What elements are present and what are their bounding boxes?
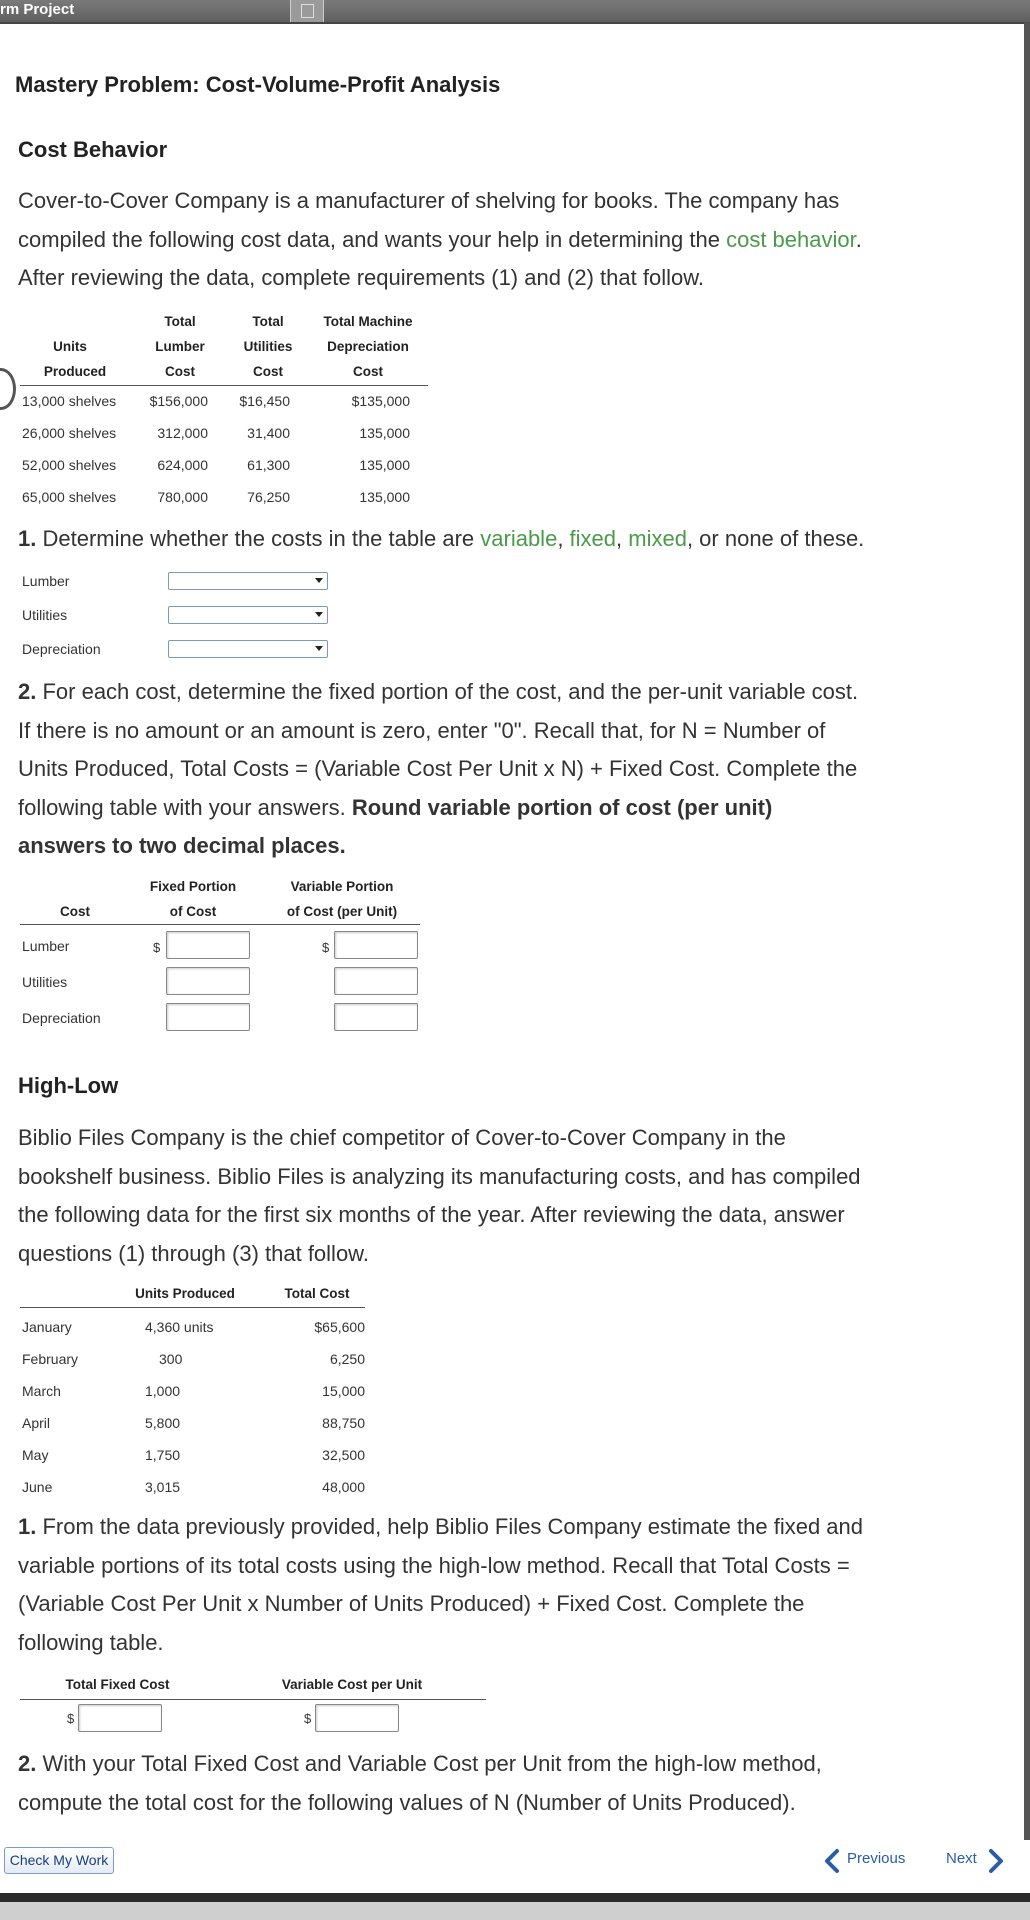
header-dep-2: Depreciation bbox=[327, 339, 409, 354]
cell-lumber: $156,000 bbox=[149, 393, 208, 409]
section-heading-cost-behavior: Cost Behavior bbox=[18, 137, 168, 162]
cell-depreciation: 135,000 bbox=[359, 457, 410, 473]
check-my-work-button[interactable]: Check My Work bbox=[4, 1847, 114, 1874]
header-util-3: Cost bbox=[253, 364, 283, 379]
intro-paragraph bbox=[18, 182, 1008, 298]
header-variable-cost-per-unit: Variable Cost per Unit bbox=[281, 1677, 423, 1692]
next-button[interactable]: Next bbox=[946, 1850, 977, 1867]
side-marker bbox=[0, 368, 16, 410]
cell-month: February bbox=[22, 1351, 79, 1367]
hlq1-line-3: (Variable Cost Per Unit x Number of Units Produced) + Fixed Cost. Complete the bbox=[18, 1591, 805, 1616]
utilities-variable-input[interactable] bbox=[334, 967, 418, 995]
cell-utilities: $16,450 bbox=[239, 393, 290, 409]
header-lumber-2: Lumber bbox=[155, 339, 205, 354]
intro-line-3: After reviewing the data, complete requirements (1) and (2) that follow. bbox=[18, 265, 705, 290]
cell-units: 13,000 shelves bbox=[22, 393, 117, 409]
hl-line-2: bookshelf business. Biblio Files is analyzing its manufacturing costs, and has compiled bbox=[18, 1163, 861, 1189]
chevron-down-icon bbox=[315, 646, 323, 651]
cell-month: May bbox=[22, 1447, 49, 1463]
cell-utilities: 76,250 bbox=[247, 489, 290, 505]
hlq1-text: From the data previously provided, help Biblio Files Company estimate the fixed and bbox=[36, 1514, 864, 1539]
header-fixed-1: Fixed Portion bbox=[149, 879, 237, 894]
cell-cost: 48,000 bbox=[322, 1479, 365, 1495]
cell-month: January bbox=[22, 1319, 72, 1335]
header-lumber-1: Total bbox=[164, 314, 196, 329]
chevron-down-icon bbox=[315, 578, 323, 583]
window-title: rm Project bbox=[0, 1, 75, 18]
cell-depreciation: 135,000 bbox=[359, 425, 410, 441]
utilities-behavior-select[interactable] bbox=[168, 606, 328, 624]
chevron-down-icon bbox=[315, 612, 323, 617]
header-fixed-2: of Cost bbox=[169, 904, 217, 919]
cell-cost: 32,500 bbox=[322, 1447, 365, 1463]
cell-depreciation: 135,000 bbox=[359, 489, 410, 505]
intro-text: compiled the following cost data, and wants your help in determining the bbox=[18, 226, 727, 252]
cost-behavior-link[interactable]: cost behavior bbox=[726, 226, 856, 252]
hl-line-3: the following data for the first six months of the year. After reviewing the data, answer bbox=[18, 1202, 845, 1227]
header-util-2: Utilities bbox=[243, 339, 293, 354]
hlq2-line-1 bbox=[18, 1745, 1008, 1784]
cell-utilities: 31,400 bbox=[247, 425, 290, 441]
currency-symbol: $ bbox=[322, 940, 330, 955]
hlq1-number: 1. bbox=[18, 1514, 37, 1539]
next-chevron-icon[interactable] bbox=[982, 1848, 1008, 1874]
fixed-link[interactable]: fixed bbox=[569, 526, 617, 551]
currency-symbol: $ bbox=[67, 1711, 75, 1726]
cell-lumber: 312,000 bbox=[157, 425, 208, 441]
cell-units: 65,000 shelves bbox=[22, 489, 117, 505]
bottom-divider bbox=[0, 1893, 1030, 1902]
q1-text-end: , or none of these. bbox=[686, 526, 865, 551]
window-title-bar bbox=[0, 0, 1030, 24]
cell-units: 300 bbox=[159, 1351, 183, 1367]
row-label-depreciation: Depreciation bbox=[22, 1010, 101, 1026]
q2-line-2: If there is no amount or an amount is zero, enter "0". Recall that, for N = Number of bbox=[18, 717, 826, 743]
q1-sep: , bbox=[557, 526, 570, 551]
high-low-paragraph bbox=[18, 1119, 1008, 1273]
header-dep-1: Total Machine bbox=[323, 314, 413, 329]
cell-depreciation: $135,000 bbox=[351, 393, 410, 409]
header-total-fixed-cost: Total Fixed Cost bbox=[65, 1677, 170, 1692]
previous-chevron-icon[interactable] bbox=[820, 1848, 846, 1874]
right-border bbox=[1024, 22, 1030, 1892]
header-util-1: Total bbox=[252, 314, 284, 329]
depreciation-fixed-input[interactable] bbox=[166, 1003, 250, 1031]
question-2 bbox=[18, 673, 1008, 866]
mixed-link[interactable]: mixed bbox=[628, 526, 687, 551]
q2-text: following table with your answers. bbox=[18, 794, 352, 820]
row-label-lumber: Lumber bbox=[22, 938, 70, 954]
cell-units: 5,800 bbox=[145, 1415, 181, 1431]
label-lumber: Lumber bbox=[22, 573, 70, 589]
cell-lumber: 780,000 bbox=[157, 489, 208, 505]
q1-sep: , bbox=[616, 526, 629, 551]
q2-line-5 bbox=[18, 827, 1008, 866]
variable-link[interactable]: variable bbox=[480, 526, 558, 551]
row-label-utilities: Utilities bbox=[22, 974, 68, 990]
lumber-variable-input[interactable] bbox=[334, 931, 418, 959]
header-var-2: of Cost (per Unit) bbox=[286, 904, 398, 919]
high-low-question-1 bbox=[18, 1508, 1008, 1662]
section-heading-high-low: High-Low bbox=[18, 1073, 119, 1098]
cell-cost: 6,250 bbox=[329, 1351, 365, 1367]
q1-number: 1. bbox=[18, 526, 37, 551]
cell-cost: 88,750 bbox=[322, 1415, 365, 1431]
intro-line-2 bbox=[18, 221, 1008, 260]
q2-text: For each cost, determine the fixed portion of the cost, and the per-unit variable cost. bbox=[36, 679, 859, 704]
cell-utilities: 61,300 bbox=[247, 457, 290, 473]
cell-month: March bbox=[22, 1383, 61, 1399]
table-rule bbox=[20, 924, 420, 925]
currency-symbol: $ bbox=[304, 1711, 312, 1726]
header-units-2: Produced bbox=[43, 364, 107, 379]
table-rule bbox=[20, 385, 428, 386]
cell-units: 1,750 bbox=[145, 1447, 181, 1463]
question-1 bbox=[18, 520, 1008, 559]
header-units-produced: Units Produced bbox=[135, 1286, 235, 1301]
hlq1-line-2: variable portions of its total costs using the high-low method. Recall that Total Costs = bbox=[18, 1552, 850, 1578]
variable-cost-per-unit-input[interactable] bbox=[315, 1704, 399, 1732]
q2-bold: answers to two decimal places. bbox=[18, 833, 346, 858]
intro-line-1: Cover-to-Cover Company is a manufacturer of shelving for books. The company has bbox=[18, 188, 840, 213]
cell-units: 52,000 shelves bbox=[22, 457, 117, 473]
total-fixed-cost-input[interactable] bbox=[78, 1704, 162, 1732]
depreciation-behavior-select[interactable] bbox=[168, 640, 328, 658]
hl-line-4: questions (1) through (3) that follow. bbox=[18, 1240, 369, 1266]
currency-symbol: $ bbox=[153, 940, 161, 955]
cell-units: 1,000 bbox=[145, 1383, 181, 1399]
header-lumber-3: Cost bbox=[165, 364, 195, 379]
previous-button[interactable]: Previous bbox=[847, 1850, 906, 1867]
hlq1-line-4: following table. bbox=[18, 1629, 164, 1655]
cell-cost: $65,600 bbox=[314, 1319, 365, 1335]
tab-icon[interactable] bbox=[290, 0, 324, 22]
table-rule bbox=[20, 1699, 486, 1700]
hlq2-number: 2. bbox=[18, 1751, 37, 1776]
cell-units: 4,360 units bbox=[145, 1319, 214, 1335]
header-total-cost: Total Cost bbox=[284, 1286, 350, 1301]
header-cost: Cost bbox=[60, 904, 90, 919]
hlq1-line-1 bbox=[18, 1508, 1008, 1547]
hlq2-line-2: compute the total cost for the following values of N (Number of Units Produced). bbox=[18, 1789, 796, 1815]
q2-line-3: Units Produced, Total Costs = (Variable Cost Per Unit x N) + Fixed Cost. Complete the bbox=[18, 756, 858, 781]
q2-line-4 bbox=[18, 789, 1008, 828]
utilities-fixed-input[interactable] bbox=[166, 967, 250, 995]
hlq2-text: With your Total Fixed Cost and Variable Cost per Unit from the high-low method, bbox=[36, 1751, 822, 1776]
q1-text: Determine whether the costs in the table are bbox=[36, 526, 481, 551]
depreciation-variable-input[interactable] bbox=[334, 1003, 418, 1031]
hl-line-1: Biblio Files Company is the chief competitor of Cover-to-Cover Company in the bbox=[18, 1125, 786, 1150]
cell-lumber: 624,000 bbox=[157, 457, 208, 473]
q2-bold: Round variable portion of cost (per unit) bbox=[351, 794, 773, 820]
high-low-question-2 bbox=[18, 1745, 1008, 1822]
q2-line-1 bbox=[18, 673, 1008, 712]
lumber-behavior-select[interactable] bbox=[168, 572, 328, 590]
header-dep-3: Cost bbox=[353, 364, 383, 379]
header-units-1: Units bbox=[53, 339, 87, 354]
label-depreciation: Depreciation bbox=[22, 641, 101, 657]
q2-number: 2. bbox=[18, 679, 37, 704]
cell-month: June bbox=[22, 1479, 53, 1495]
page-title: Mastery Problem: Cost-Volume-Profit Analysis bbox=[15, 72, 501, 97]
lumber-fixed-input[interactable] bbox=[166, 931, 250, 959]
table-rule bbox=[20, 1307, 365, 1308]
cell-units: 3,015 bbox=[145, 1479, 181, 1495]
label-utilities: Utilities bbox=[22, 607, 68, 623]
cell-month: April bbox=[22, 1415, 51, 1431]
header-var-1: Variable Portion bbox=[290, 879, 394, 894]
cell-units: 26,000 shelves bbox=[22, 425, 117, 441]
cell-cost: 15,000 bbox=[322, 1383, 365, 1399]
intro-period: . bbox=[855, 226, 862, 252]
document-icon bbox=[301, 4, 314, 18]
bottom-strip bbox=[0, 1902, 1030, 1920]
